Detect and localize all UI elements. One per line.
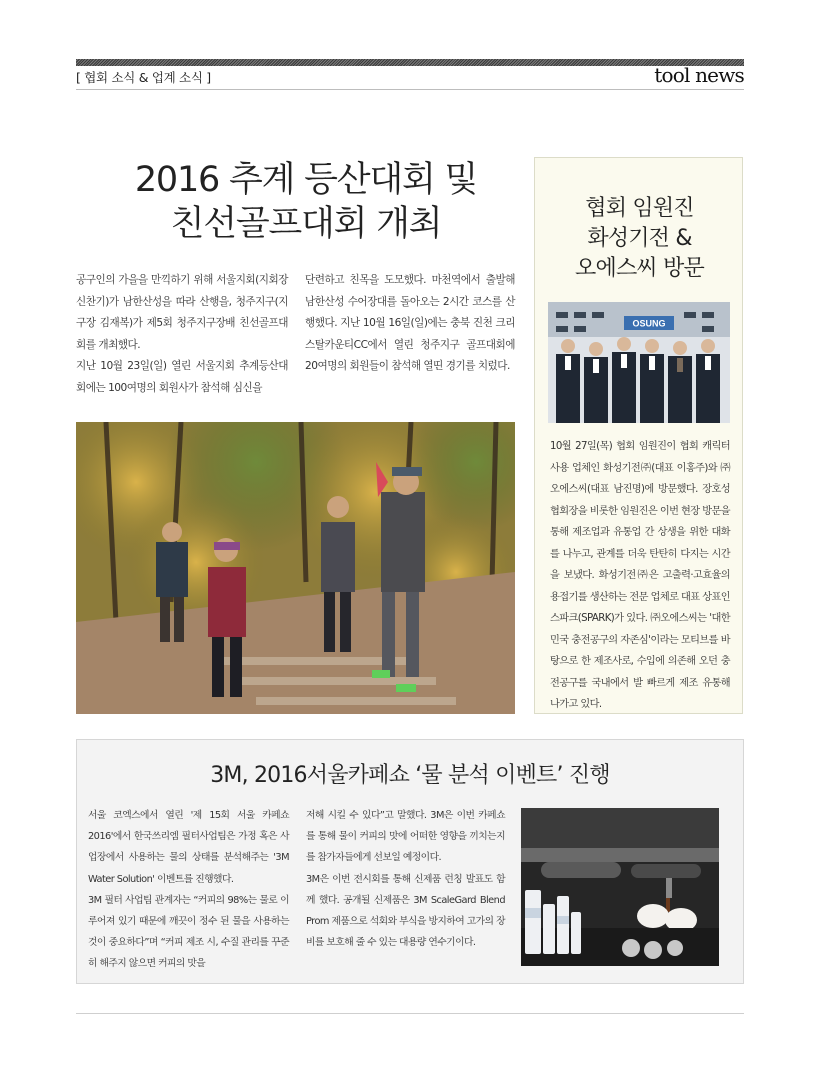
article2-column-2 — [306, 805, 505, 953]
visit-group-photo — [548, 302, 730, 423]
article-title-line1: 2016 추계 등산대회 및 — [134, 160, 478, 200]
article2-paragraph: 서울 코엑스에서 열린 '제 15회 서울 카페쇼 2016'에서 한국쓰리엠 필터사업팀은 가정 혹은 사업장에서 사용하는 물의 상태를 분석해주는 '3M Water Solution' 이벤트를 진행했다. — [88, 810, 289, 885]
article-paragraph: 공구인의 가을을 만끽하기 위해 서울지회(지회장 신찬기)가 남한산성을 따라 산행을, 청주지구(지구장 김재복)가 제5회 청주지구장배 친선골프대회를 개최했다. — [76, 274, 288, 351]
article2-paragraph: 3M은 이번 전시회를 통해 신제품 런칭 발표도 함께 했다. 공개될 신제품은 3M ScaleGard Blend Prom 제품으로 석회와 부식을 방지하여 고가의 장비를 보호해 줄 수 있는 대용량 연수기이다. — [306, 873, 505, 949]
article-paragraph: 단련하고 친목을 도모했다. 마천역에서 출발해 남한산성 수어장대를 돌아오는 2시간 코스를 산행했다. 지난 10월 16일(일)에는 충북 진천 크리스탈카운티CC에서 열린 청주지구 골프대회에 20여명의 회원들이 참석해 열띤 경기를 치렀다. — [305, 274, 515, 372]
sidebar-title — [535, 194, 744, 284]
brand-logo: tool news — [654, 63, 744, 87]
article-title-line2: 친선골프대회 개최 — [170, 204, 442, 244]
sidebar-title-line1: 협회 임원진 — [585, 196, 694, 221]
coffee-machine-photo — [521, 808, 719, 966]
hiking-photo-illustration — [76, 422, 515, 714]
sidebar-box — [534, 157, 743, 714]
article2-paragraph: 3M 필터 사업팀 관계자는 “커피의 98%는 물로 이루어져 있기 때문에 깨끗이 정수 된 물을 사용하는 것이 중요하다”며 “커피 제조 시, 수질 관리를 꾸준히 해주지 않으면 커피의 맛을 — [88, 894, 289, 970]
sidebar-text: 10월 27일(목) 협회 임원진이 협회 캐릭터 사용 업체인 화성기전㈜(대표 이홍주)와 ㈜오에스씨(대표 남진명)에 방문했다. 장호성 협회장을 비롯한 임원진은 이번 현장 방문을 통해 제조업과 유통업 간 상생을 위한 대화를 나누고, 관계를 더욱 탄탄히 다지는 시간을 보냈다. 화성기전㈜은 고출력·고효율의 용접기를 생산하는 전문 업체로 대표 상표인 스파크(SPARK)가 있다. ㈜오에스씨는 '대한민국 충전공구의 자존심'이라는 모티브를 바탕으로 한 제조사로, 수입에 의존해 오던 충전공구를 국내에서 발 빠르게 제조 유통해 나가고 있다. — [550, 441, 730, 710]
hiking-photo — [76, 422, 515, 714]
article-column-2 — [305, 270, 515, 378]
footer-rule — [76, 1013, 744, 1014]
article2-title: 3M, 2016서울카페쇼 ‘물 분석 이벤트’ 진행 — [210, 763, 610, 788]
sidebar-title-line2: 화성기전 & — [587, 226, 692, 251]
sidebar-title-line3: 오에스씨 방문 — [575, 256, 704, 281]
section-label: [ 협회 소식 & 업계 소식 ] — [76, 70, 211, 85]
article2-box — [76, 739, 744, 984]
article2-column-1 — [88, 805, 289, 975]
article-column-1 — [76, 270, 288, 399]
header-top-bar — [76, 59, 744, 66]
coffee-photo-illustration — [521, 808, 719, 966]
article2-paragraph: 저해 시킬 수 있다”고 말했다. 3M은 이번 카페쇼를 통해 물이 커피의 맛에 어떠한 영향을 끼치는지를 참가자들에게 선보일 예정이다. — [306, 810, 505, 864]
osung-sign-text: OSUNG — [632, 318, 666, 329]
article-title — [76, 158, 536, 246]
visit-photo-illustration — [548, 302, 730, 423]
header-rule — [76, 89, 744, 90]
article-paragraph: 지난 10월 23일(일) 열린 서울지회 추계등산대회에는 100여명의 회원사가 참석해 심신을 — [76, 360, 288, 394]
